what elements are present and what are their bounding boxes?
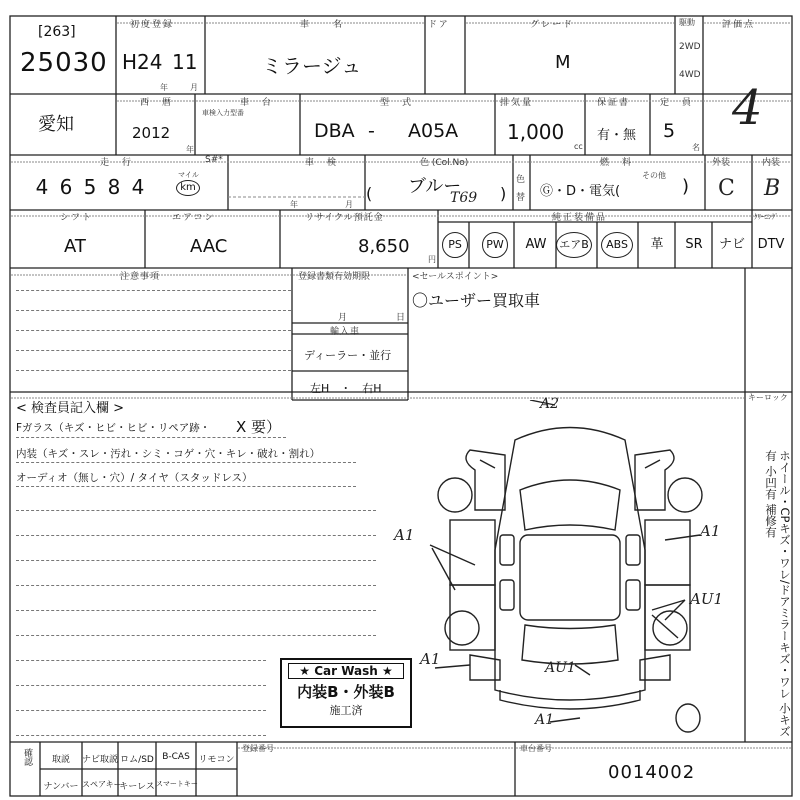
unit-mile: マイル (178, 171, 199, 179)
label-score: 評価点 (722, 20, 756, 30)
equipment-sr (679, 238, 709, 251)
caution-line (16, 310, 291, 311)
label-grade: グレード (530, 20, 575, 30)
registration-western-year: 2012 (132, 124, 171, 142)
inspector-line (16, 635, 376, 636)
label-key-lock: キーロック (748, 393, 788, 402)
drive-4wd: 4WD (679, 70, 701, 80)
caution-line (16, 350, 291, 351)
caution-line (16, 330, 291, 331)
label-equipment: 純正装備品 (552, 213, 608, 223)
aircon-value: AAC (190, 236, 228, 257)
equipment-navi (715, 238, 749, 251)
inspector-note-interior: 内装（キズ・スレ・汚れ・シミ・コゲ・穴・キレ・破れ・割れ） (16, 448, 321, 460)
mileage-digit: 4 (35, 175, 49, 199)
inspector-line (16, 685, 266, 686)
car-grade: M (555, 52, 571, 73)
label-sales-point: <セールスポイント> (412, 272, 499, 282)
label-cleaning: ｸﾘｰﾆﾝｸﾞ (754, 213, 779, 221)
label-meter-swap: S#* (205, 155, 223, 165)
import-handle: 左H ・ 右H (310, 382, 382, 395)
mileage-digit: 5 (83, 175, 97, 199)
equipment-dtv (754, 238, 788, 251)
label-displacement: 排気量 (500, 98, 534, 108)
footer-side-label: 確認 (22, 748, 32, 766)
label-car-name: 車 名 (300, 20, 345, 30)
unit-month-5: 月 (338, 313, 348, 323)
label-interior: 内装 (762, 158, 781, 168)
footer-number-plate: ナンバー (43, 782, 79, 792)
score-value: 4 (732, 80, 763, 136)
inspector-note-audio: オーディオ（無し・穴）/ タイヤ（スタッドレス） (16, 472, 253, 484)
sales-point: 〇ユーザー買取車 (412, 291, 541, 310)
inspector-line (16, 585, 376, 586)
equipment-dtv-label: DTV (757, 237, 785, 252)
label-color: 色 (Col.No) (420, 158, 469, 168)
mileage-digit: 4 (131, 175, 145, 199)
equipment-pw (482, 232, 508, 258)
label-shaken: 車 検 (305, 158, 339, 168)
equipment-row (438, 222, 790, 268)
label-chassis-model: 車 台 (240, 98, 274, 108)
damage-mark-left-front: A1 (394, 526, 415, 544)
footer-spare-key: スペアキー (82, 780, 122, 789)
label-reg-number: 登録番号 (242, 744, 274, 753)
car-name: ミラージュ (262, 54, 362, 78)
right-vertical-checklist: ホイール・CPキズ・ワレ/ドアミラーキズ・ワレ 小キズ有 小凹有 補修有 (764, 450, 792, 737)
equipment-airbag (556, 232, 592, 258)
unit-persons: 名 (692, 143, 700, 152)
car-wash-done: 施工済 (329, 704, 363, 717)
inspector-line (16, 486, 356, 487)
fuel-options: Ⓖ・D・電気( (540, 184, 621, 199)
chassis-number: 0014002 (608, 762, 696, 783)
mileage-digit: 6 (59, 175, 73, 199)
label-doors: ドア (428, 20, 450, 30)
inspector-line (16, 437, 286, 438)
interior-grade: B (764, 176, 781, 201)
footer-rom-sd: ロム/SD (120, 755, 154, 765)
unit-iro: 色 (516, 175, 526, 185)
registration-era-year: H24 (122, 50, 163, 74)
left-rear-door (450, 585, 495, 650)
unit-yen: 円 (428, 255, 436, 264)
color-code: T69 (450, 190, 478, 206)
unit-year-3: 年 (290, 200, 298, 209)
car-wash-grades: 内装B・外装B (297, 683, 395, 701)
footer-smart-key: スマートキー (156, 780, 198, 788)
color-paren-open: ( (366, 184, 373, 203)
warranty-value: 有・無 (597, 128, 637, 143)
caution-line (16, 370, 291, 371)
unit-month-3: 月 (345, 200, 353, 209)
registration-month: 11 (172, 50, 198, 74)
equipment-leather (642, 238, 672, 251)
label-recycle: リサイクル預託金 (305, 213, 384, 223)
mileage-digits (30, 175, 150, 199)
unit-day-5: 日 (396, 313, 406, 323)
right-front-door (645, 520, 690, 585)
label-caution: 注意事項 (120, 272, 161, 282)
front-left-wheel (438, 478, 472, 512)
label-shift: シフト (60, 213, 94, 223)
car-diagram (420, 400, 740, 740)
drive-2wd: 2WD (679, 42, 701, 52)
label-inspector: < 検査員記入欄 > (16, 401, 125, 416)
inspector-line (16, 510, 376, 511)
model-prefix: DBA (314, 120, 355, 142)
footer-keyless: キーレス (119, 782, 155, 792)
model-dash: - (368, 120, 375, 142)
label-fuel: 燃 料 (600, 158, 634, 168)
fuel-sonota: その他 (642, 171, 666, 180)
exterior-grade: C (718, 176, 735, 201)
unit-year-1: 年 (160, 83, 168, 92)
inspector-line (16, 462, 356, 463)
label-mileage: 走 行 (100, 158, 134, 168)
damage-mark-left-rear: A1 (420, 650, 441, 668)
label-western-year: 西 暦 (140, 98, 174, 108)
recycle-fee: 8,650 (358, 236, 410, 257)
equipment-aw (522, 238, 550, 251)
equipment-ps-label: PS (448, 238, 462, 251)
damage-mark-roof: A2 (540, 396, 560, 412)
mileage-digit: 8 (107, 175, 121, 199)
front-right-wheel (668, 478, 702, 512)
spare-wheel (676, 704, 700, 732)
lot-tag: [263] (38, 24, 76, 40)
inspector-note-glass: Fガラス（キズ・ヒビ・ヒビ・リペア跡・ (16, 422, 211, 434)
damage-mark-right-front: A1 (700, 522, 721, 540)
damage-mark-rear: AU1 (545, 660, 576, 676)
fuel-close: ) (682, 176, 690, 197)
inspector-note-glass-required: X 要） (236, 418, 282, 436)
car-rear-window (522, 625, 618, 664)
color-name: ブルー (408, 176, 462, 197)
rear-right-wheel (653, 611, 687, 645)
lot-number: 25030 (20, 48, 108, 78)
label-first-registration: 初度登録 (130, 20, 175, 30)
equipment-aw-label: AW (525, 237, 547, 252)
color-paren-close: ) (500, 184, 507, 203)
inspector-line (16, 710, 266, 711)
label-exterior: 外装 (712, 158, 731, 168)
car-wash-stamp (280, 658, 412, 728)
footer-bcas: B-CAS (162, 752, 190, 762)
damage-mark-bumper: A1 (535, 712, 555, 728)
unit-year-2: 年 (186, 145, 194, 154)
label-aircon: エアコン (172, 213, 216, 223)
shift-value: AT (64, 236, 86, 257)
car-windshield (520, 480, 620, 530)
displacement-value: 1,000 (507, 120, 565, 144)
equipment-navi-label: ナビ (718, 237, 745, 252)
model-code: A05A (408, 120, 459, 142)
capacity-value: 5 (663, 120, 676, 142)
damage-mark-right-rear: AU1 (690, 590, 724, 608)
mileage-unit-km (176, 180, 200, 196)
equipment-sr-label: SR (685, 237, 703, 252)
label-import-car: 輸入車 (330, 327, 361, 337)
left-front-door (450, 520, 495, 585)
label-chassis-number: 車台番号 (520, 744, 552, 753)
label-chassis-sub: 車検入力型番 (202, 109, 244, 117)
label-drive: 駆動 (679, 18, 695, 27)
label-model-type: 型 式 (380, 98, 414, 108)
equipment-ps (442, 232, 468, 258)
caution-line (16, 290, 291, 291)
car-roof (520, 535, 620, 620)
footer-remote: リモコン (198, 755, 235, 765)
footer-manual: 取説 (51, 755, 70, 765)
equipment-leather-label: 革 (650, 237, 664, 252)
unit-gae: 替 (516, 193, 526, 203)
car-wash-title: ★ Car Wash ★ (288, 663, 404, 679)
label-capacity: 定 員 (660, 98, 694, 108)
label-reg-expiry: 登録書類有効期限 (298, 272, 371, 282)
mileage-unit-km-text: km (180, 182, 196, 193)
inspector-line (16, 535, 376, 536)
inspector-line (16, 610, 376, 611)
equipment-pw-label: PW (486, 238, 504, 251)
unit-cc: cc (574, 142, 583, 151)
equipment-airbag-label: エアB (559, 238, 589, 251)
import-dealer: ディーラー・並行 (304, 349, 392, 362)
footer-navi-manual: ナビ取説 (82, 755, 119, 765)
equipment-abs (601, 232, 633, 258)
label-warranty: 保証書 (597, 98, 631, 108)
inspector-line (16, 660, 266, 661)
equipment-abs-label: ABS (606, 238, 628, 251)
inspector-line (16, 735, 266, 736)
unit-month-1: 月 (190, 83, 198, 92)
registration-region: 愛知 (38, 114, 74, 135)
inspector-line (16, 560, 376, 561)
